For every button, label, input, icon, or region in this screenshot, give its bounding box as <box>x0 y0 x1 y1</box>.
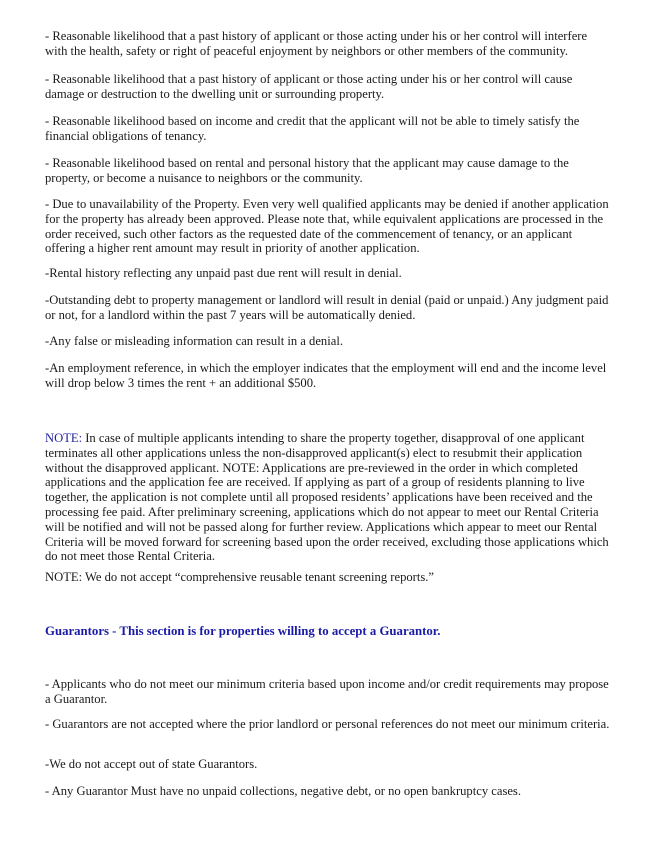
criteria-item: - Reasonable likelihood that a past history of applicant or those acting under his or her control will interfere with the health, safety or right of peaceful enjoyment by neighbors or other members of the community. <box>45 29 588 58</box>
criteria-item: -Any false or misleading information can result in a denial. <box>45 334 343 348</box>
criteria-item: - Reasonable likelihood that a past history of applicant or those acting under his or her control will cause damage or destruction to the dwelling unit or surrounding property. <box>45 72 573 101</box>
note-label: NOTE: <box>45 431 83 445</box>
guarantors-heading: Guarantors - This section is for properties willing to accept a Guarantor. <box>45 624 441 638</box>
note-screening-reports: NOTE: We do not accept “comprehensive reusable tenant screening reports.” <box>45 570 435 584</box>
criteria-item: -Outstanding debt to property management or landlord will result in denial (paid or unpaid.) Any judgment paid or not, for a landlord within the past 7 years will be automatically denied. <box>45 293 609 322</box>
guarantor-item: -We do not accept out of state Guarantors. <box>45 757 258 771</box>
criteria-item: - Reasonable likelihood based on rental and personal history that the applicant may cause damage to the property, or become a nuisance to neighbors or the community. <box>45 156 569 185</box>
guarantor-item: - Any Guarantor Must have no unpaid collections, negative debt, or no open bankruptcy cases. <box>45 784 521 798</box>
note-paragraph <box>45 431 611 564</box>
criteria-item: - Due to unavailability of the Property. Even very well qualified applicants may be denied if another application for the property has already been approved. Please note that, while equivalent applications are processed in the order received, such other factors as the requested date of the commencement of tenancy, or an applicant offering a higher rent amount may result in priority of another application. <box>45 197 609 256</box>
criteria-item: -Rental history reflecting any unpaid past due rent will result in denial. <box>45 266 402 280</box>
criteria-item: -An employment reference, in which the employer indicates that the employment will end and the income level will drop below 3 times the rent + an additional $500. <box>45 361 607 390</box>
note-body: In case of multiple applicants intending to share the property together, disapproval of one applicant terminates all other applications unless the non-disapproved applicant(s) elect to resubmit their application without the disapproved applicant. NOTE: Applications are pre-reviewed in the order in which completed applications and the application fee are received. If applying as part of a group of residents planning to live together, the application is not complete until all proposed residents’ applications have been received and the processing fee paid. After preliminary screening, applications which do not appear to meet our Rental Criteria will be notified and will not be passed along for further review. Applications which appear to meet our Rental Criteria will be moved forward for screening based upon the order received, excluding those applications which do not meet those Rental Criteria. <box>45 431 609 564</box>
criteria-item: - Reasonable likelihood based on income and credit that the applicant will not be able to timely satisfy the financial obligations of tenancy. <box>45 114 580 143</box>
guarantor-item: - Guarantors are not accepted where the prior landlord or personal references do not meet our minimum criteria. <box>45 717 610 731</box>
guarantor-item: - Applicants who do not meet our minimum criteria based upon income and/or credit requirements may propose a Guarantor. <box>45 677 609 706</box>
